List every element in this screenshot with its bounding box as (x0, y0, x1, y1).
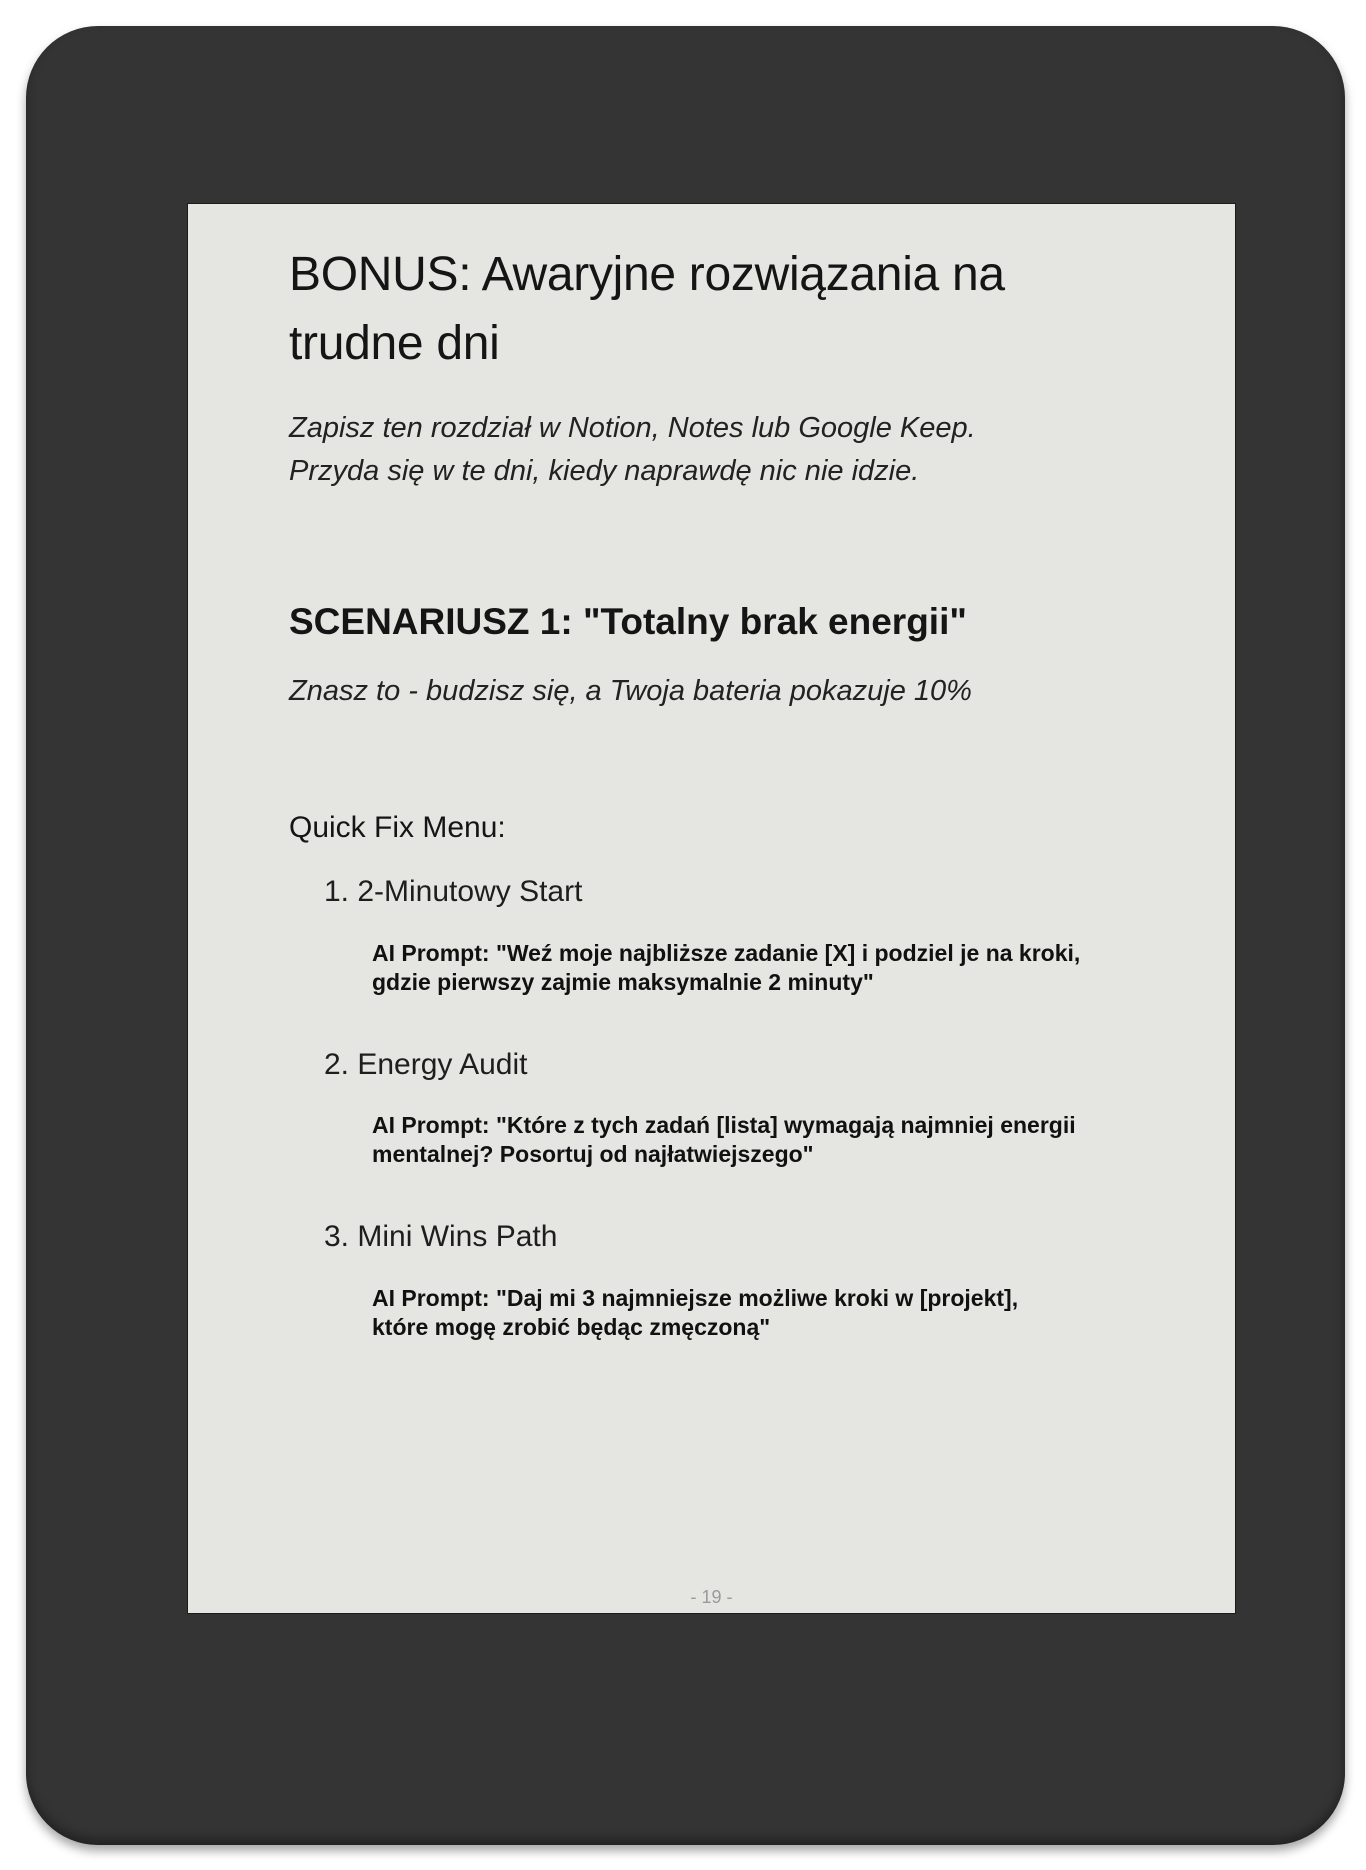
ai-prompt-2 (372, 1111, 1076, 1169)
subtitle (289, 407, 976, 493)
list-item-2: 2. Energy Audit (324, 1048, 528, 1081)
ereader-device (26, 26, 1345, 1845)
ai-prompt-3 (372, 1284, 1018, 1342)
scenario-heading: SCENARIUSZ 1: "Totalny brak energii" (289, 601, 967, 642)
prompt-line: AI Prompt: "Które z tych zadań [lista] wymagają najmniej energii (372, 1112, 1076, 1138)
menu-label: Quick Fix Menu: (289, 811, 506, 844)
subtitle-line: Przyda się w te dni, kiedy naprawdę nic nie idzie. (289, 455, 920, 487)
ereader-screen[interactable] (187, 203, 1236, 1614)
page-number: - 19 - (690, 1587, 733, 1607)
prompt-line: gdzie pierwszy zajmie maksymalnie 2 minuty" (372, 969, 874, 995)
prompt-line: AI Prompt: "Weź moje najbliższe zadanie [X] i podziel je na kroki, (372, 940, 1081, 966)
prompt-line: które mogę zrobić będąc zmęczoną" (372, 1314, 771, 1340)
list-item-3: 3. Mini Wins Path (324, 1220, 558, 1253)
prompt-line: AI Prompt: "Daj mi 3 najmniejsze możliwe kroki w [projekt], (372, 1285, 1019, 1311)
title-line: BONUS: Awaryjne rozwiązania na (289, 248, 1005, 301)
page-title (289, 240, 1005, 378)
prompt-line: mentalnej? Posortuj od najłatwiejszego" (372, 1141, 814, 1167)
title-line: trudne dni (289, 317, 500, 370)
subtitle-line: Zapisz ten rozdział w Notion, Notes lub Google Keep. (289, 412, 976, 444)
ai-prompt-1 (372, 939, 1080, 997)
scenario-lead: Znasz to - budzisz się, a Twoja bateria pokazuje 10% (289, 675, 972, 707)
list-item-1: 1. 2-Minutowy Start (324, 875, 583, 908)
